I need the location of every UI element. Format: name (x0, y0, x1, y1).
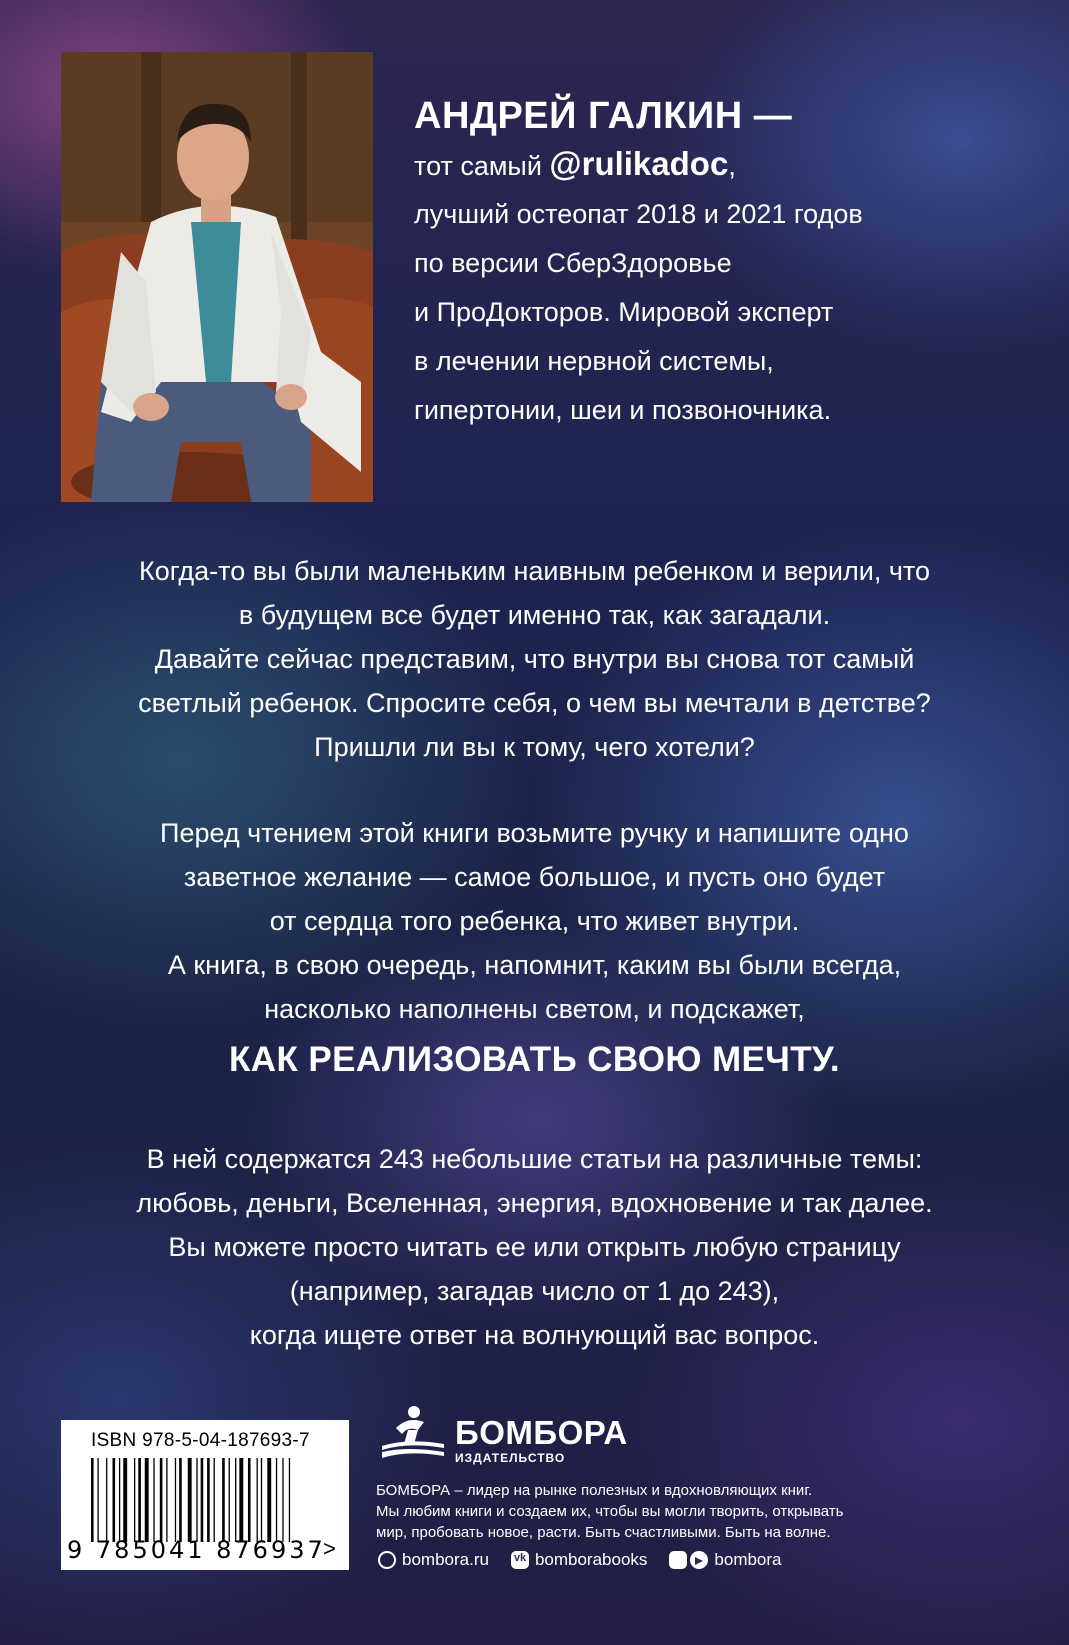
barcode (91, 1458, 323, 1542)
social-links (378, 1548, 804, 1572)
paragraph-wish (0, 811, 1069, 1031)
publisher-description-line: БОМБОРА – лидер на рынке полезных и вдохновляющих книг. (376, 1482, 813, 1499)
vk-icon (511, 1551, 529, 1569)
barcode-bar (179, 1458, 182, 1542)
barcode-bar (113, 1458, 116, 1542)
bio-line: лучший остеопат 2018 и 2021 годов (414, 199, 863, 229)
bio-line: по версии СберЗдоровье (414, 248, 732, 278)
site-label: bombora.ru (402, 1550, 489, 1569)
barcode-bar (188, 1458, 192, 1542)
bombora-logo-icon (378, 1404, 448, 1462)
barcode-bar (201, 1458, 204, 1542)
barcode-bar (160, 1458, 163, 1542)
barcode-bar (166, 1458, 167, 1542)
barcode-bar (119, 1458, 120, 1542)
author-handle: @rulikadoc (549, 145, 729, 182)
barcode-bar (91, 1458, 94, 1542)
vk-label: bomborabooks (534, 1550, 648, 1569)
author-name: АНДРЕЙ ГАЛКИН — (414, 95, 793, 137)
bio-handle-prefix: тот самый (414, 151, 550, 181)
barcode-bar (222, 1458, 225, 1542)
barcode-bar (196, 1458, 197, 1542)
barcode-bar (214, 1458, 215, 1542)
bio-line: гипертонии, шеи и позвоночника. (414, 395, 832, 425)
paragraph-line: насколько наполнены светом, и подскажет, (264, 994, 805, 1024)
barcode-bar (257, 1458, 258, 1542)
paragraph-line: когда ищете ответ на волнующий вас вопрос. (249, 1320, 820, 1350)
barcode-bar (229, 1458, 230, 1542)
barcode-digits: 9 785041 876937 (67, 1536, 326, 1564)
paragraph-line: светлый ребенок. Спросите себя, о чем вы мечтали в детстве? (138, 688, 931, 718)
paragraph-line: (например, загадав число от 1 до 243), (289, 1276, 780, 1306)
paragraph-line: Перед чтением этой книги возьмите ручку и напишите одно (160, 818, 909, 848)
paragraph-line: А книга, в свою очередь, напомнит, каким вы были всегда, (167, 950, 902, 980)
barcode-arrow: > (323, 1536, 336, 1561)
paragraph-line: в будущем все будет именно так, как загадали. (238, 600, 831, 630)
paragraph-line: Давайте сейчас представим, что внутри вы снова тот самый (154, 644, 915, 674)
link-vk[interactable] (511, 1550, 647, 1570)
paragraph-line: В ней содержатся 243 небольшие статьи на различные темы: (146, 1144, 923, 1174)
paragraph-intro (0, 549, 1069, 769)
link-site[interactable] (378, 1550, 489, 1570)
paragraph-line: любовь, деньги, Вселенная, энергия, вдохновение и так далее. (136, 1188, 933, 1218)
publisher-description (376, 1480, 936, 1543)
paragraph-line: заветное желание — самое большое, и пусть оно будет (183, 862, 886, 892)
barcode-bar (289, 1458, 290, 1542)
bio-handle-suffix: , (728, 151, 736, 181)
barcode-bar (239, 1458, 243, 1542)
author-bio (414, 92, 1034, 435)
barcode-bar (175, 1458, 176, 1542)
barcode-bar (207, 1458, 210, 1542)
barcode-bar (123, 1458, 127, 1542)
barcode-bar (106, 1458, 107, 1542)
bio-line: в лечении нервной системы, (414, 346, 774, 376)
globe-icon (378, 1551, 396, 1569)
barcode-bar (261, 1458, 262, 1542)
link-telegram[interactable] (669, 1550, 781, 1570)
barcode-bar (282, 1458, 283, 1542)
barcode-bar (276, 1458, 277, 1542)
telegram-label: bombora (714, 1550, 782, 1569)
barcode-bar (235, 1458, 236, 1542)
barcode-bar (248, 1458, 251, 1542)
publisher-name: БОМБОРА (455, 1414, 628, 1451)
square-icon (669, 1551, 687, 1569)
paragraph-line: Вы можете просто читать ее или открыть любую страницу (168, 1232, 901, 1262)
publisher-description-line: мир, пробовать новое, расти. Быть счастливыми. Быть на волне. (376, 1524, 831, 1541)
telegram-icon (690, 1551, 708, 1569)
paragraph-line: Пришли ли вы к тому, чего хотели? (314, 732, 755, 762)
headline: КАК РЕАЛИЗОВАТЬ СВОЮ МЕЧТУ. (229, 1040, 840, 1079)
paragraph-line: Когда-то вы были маленьким наивным ребенком и верили, что (139, 556, 930, 586)
barcode-bar (145, 1458, 149, 1542)
publisher-description-line: Мы любим книги и создаем их, чтобы вы могли творить, открывать (376, 1503, 844, 1520)
author-photo (61, 52, 373, 502)
paragraph-line: от сердца того ребенка, что живет внутри. (269, 906, 800, 936)
barcode-bar (267, 1458, 271, 1542)
barcode-bar (153, 1458, 154, 1542)
publisher-subtitle: ИЗДАТЕЛЬСТВО (455, 1451, 566, 1465)
isbn-barcode-box (61, 1420, 349, 1570)
paragraph-contents (0, 1137, 1069, 1357)
barcode-bar (97, 1458, 98, 1542)
bio-handle-line (414, 140, 1034, 190)
isbn-label: ISBN 978-5-04-187693-7 (91, 1430, 310, 1451)
barcode-bar (134, 1458, 135, 1542)
barcode-bar (138, 1458, 141, 1542)
bio-line: и ПроДокторов. Мировой эксперт (414, 297, 834, 327)
